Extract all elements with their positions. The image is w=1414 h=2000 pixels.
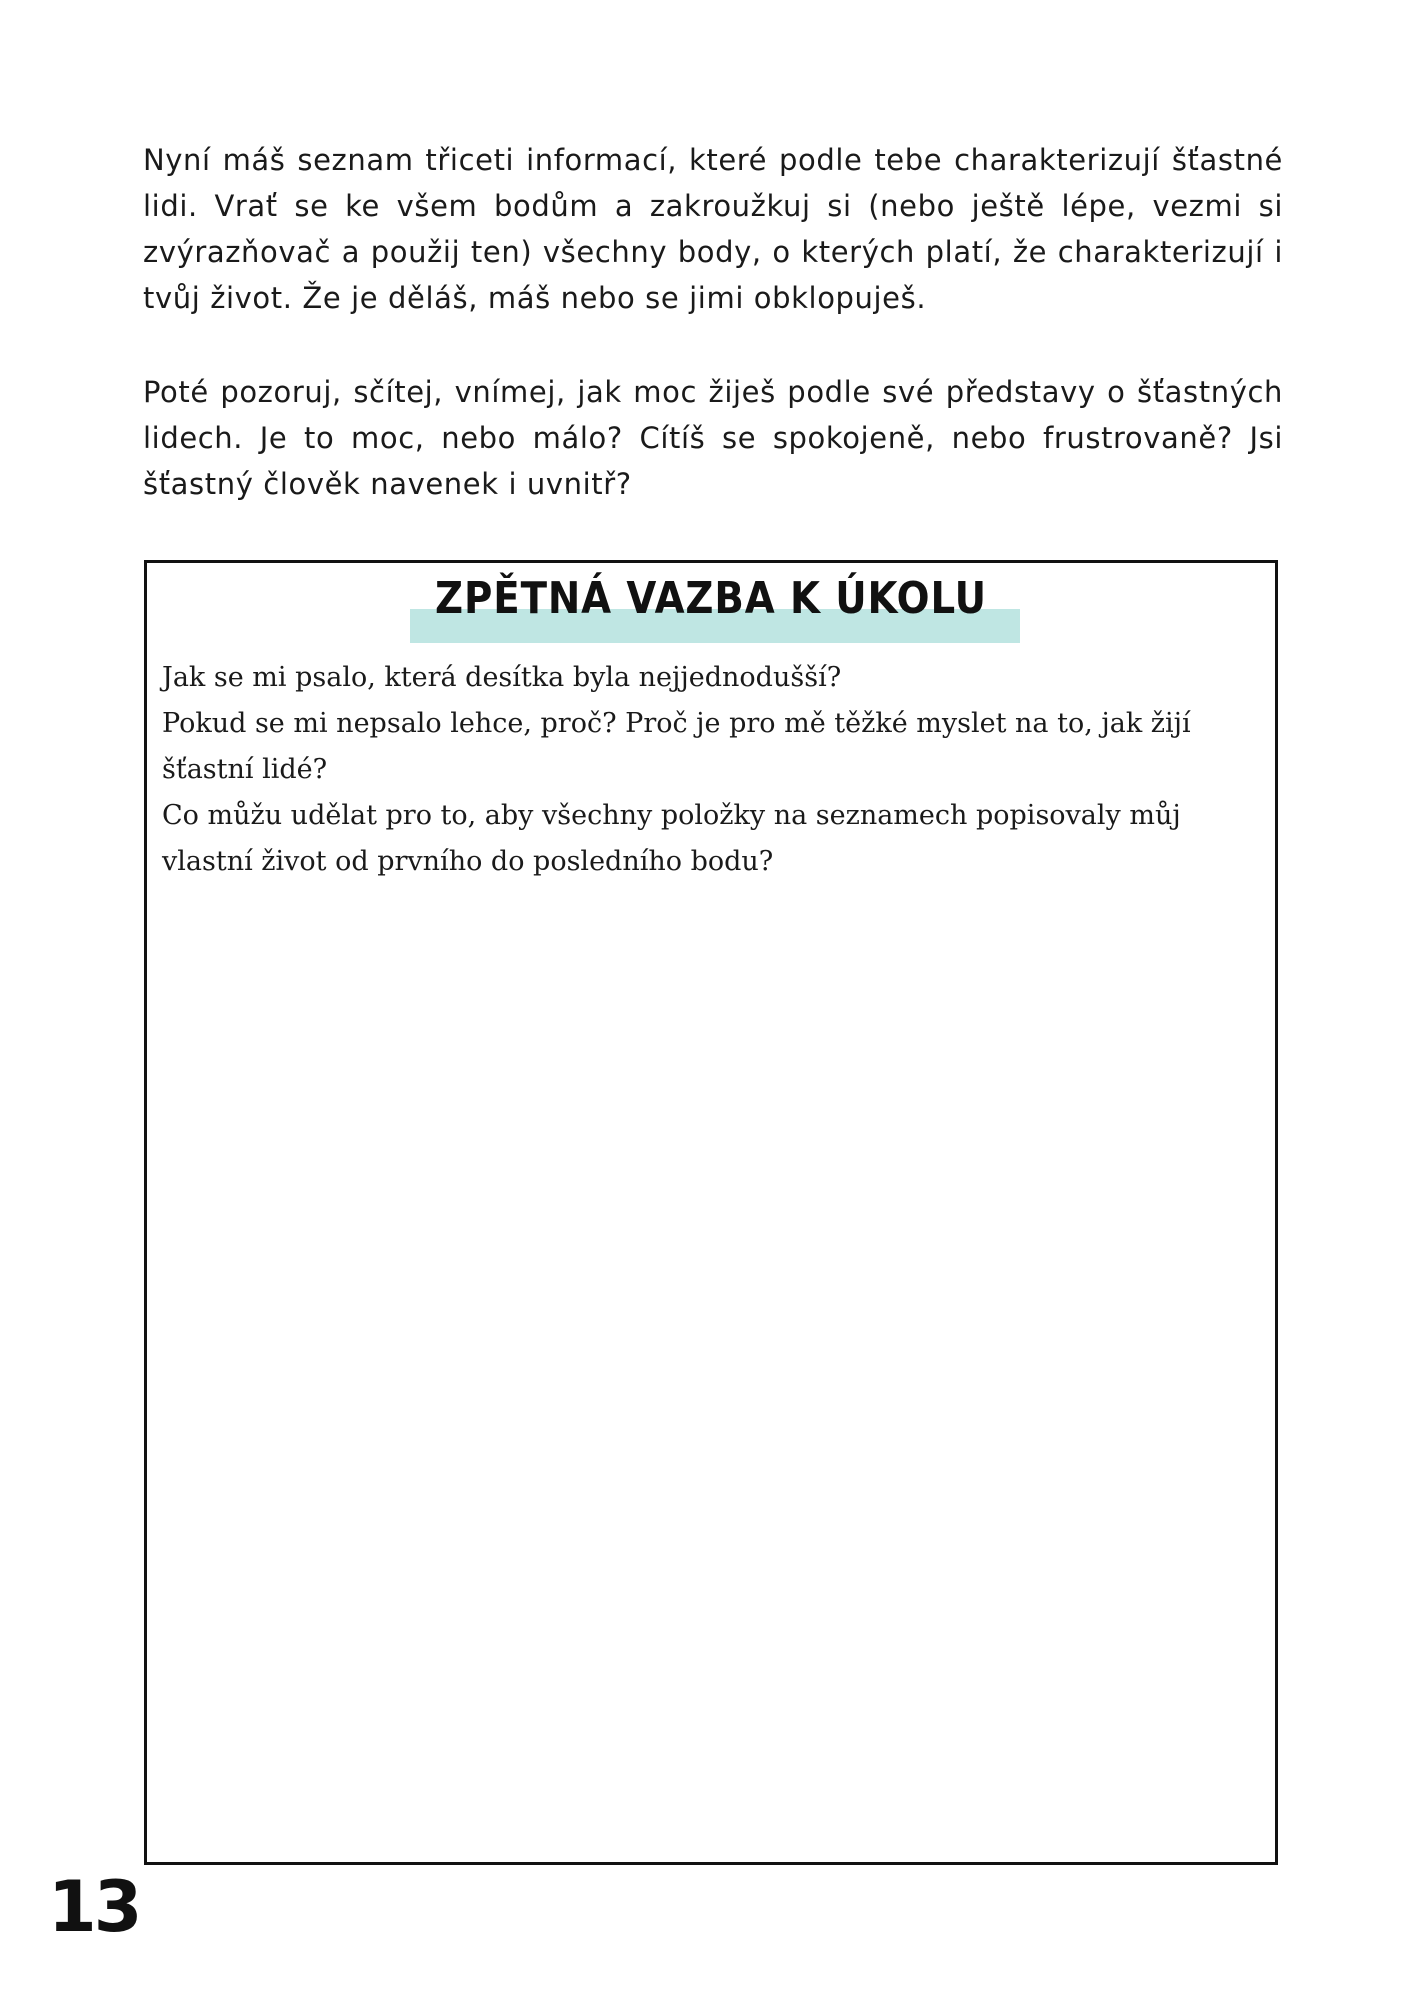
feedback-question: Pokud se mi nepsalo lehce, proč? Proč je pro mě těžké myslet na to, jak žijí šťastní lidé? bbox=[162, 708, 1191, 785]
feedback-question: Jak se mi psalo, která desítka byla nejjednodušší? bbox=[162, 662, 842, 693]
intro-paragraph-1: Nyní máš seznam třiceti informací, které podle tebe charakterizují šťastné lidi. Vrať se ke všem bodům a zakroužkuj si (nebo ještě lépe, vezmi si zvýrazňovač a použij ten) všechny body, o kterých platí, že charakterizují i tvůj život. Že je děláš, máš nebo se jimi obklopuješ. bbox=[143, 143, 1283, 315]
intro-paragraph-2: Poté pozoruj, sčítej, vnímej, jak moc žiješ podle své představy o šťastných lidech. Je to moc, nebo málo? Cítíš se spokojeně, nebo frustrovaně? Jsi šťastný člověk navenek i uvnitř? bbox=[143, 375, 1283, 501]
page-number: 13 bbox=[48, 1866, 140, 1948]
feedback-questions bbox=[162, 655, 1272, 885]
feedback-title: ZPĚTNÁ VAZBA K ÚKOLU bbox=[435, 573, 987, 624]
feedback-box bbox=[144, 560, 1278, 1865]
feedback-question: Co můžu udělat pro to, aby všechny položky na seznamech popisovaly můj vlastní život od prvního do posledního bodu? bbox=[162, 800, 1181, 877]
